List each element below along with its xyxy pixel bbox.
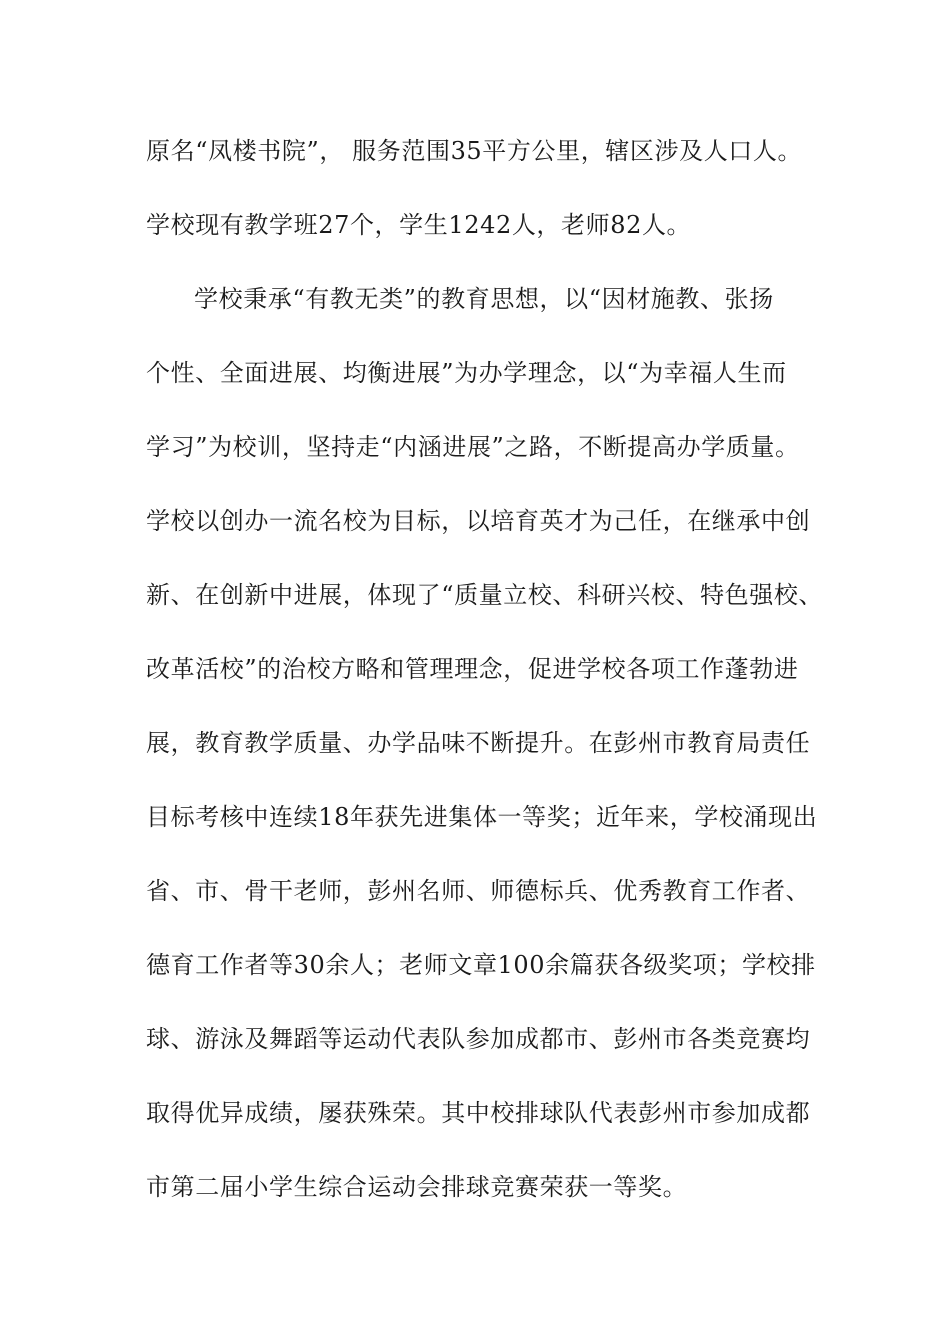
text-line-12: 德育工作者等30余人；老师文章100余篇获各级奖项；学校排 — [146, 951, 816, 979]
text-line-10: 目标考核中连续18年获先进集体一等奖；近年来，学校涌现出 — [146, 803, 818, 831]
text-line-14: 取得优异成绩，屡获殊荣。其中校排球队代表彭州市参加成都 — [146, 1099, 811, 1127]
paragraph-first-line: 学校秉承“有教无类”的教育思想，以“因材施教、张扬 — [194, 285, 774, 313]
text-line-4: 个性、全面进展、均衡进展”为办学理念，以“为幸福人生而 — [146, 359, 787, 387]
text-line-15: 市第二届小学生综合运动会排球竞赛荣获一等奖。 — [146, 1173, 688, 1201]
text-line-1: 原名“凤楼书院”， 服务范围35平方公里，辖区涉及人口人。 — [146, 137, 803, 165]
text-line-5: 学习”为校训，坚持走“内涵进展”之路，不断提高办学质量。 — [146, 433, 800, 461]
text-line-2: 学校现有教学班27个，学生1242人，老师82人。 — [146, 211, 692, 239]
text-line-9: 展，教育教学质量、办学品味不断提升。在彭州市教育局责任 — [146, 729, 811, 757]
text-line-11: 省、市、骨干老师，彭州名师、师德标兵、优秀教育工作者、 — [146, 877, 811, 905]
text-line-7: 新、在创新中进展，体现了“质量立校、科研兴校、特色强校、 — [146, 581, 824, 609]
text-line-13: 球、游泳及舞蹈等运动代表队参加成都市、彭州市各类竞赛均 — [146, 1025, 811, 1053]
text-line-8: 改革活校”的治校方略和管理理念，促进学校各项工作蓬勃进 — [146, 655, 799, 683]
text-line-6: 学校以创办一流名校为目标，以培育英才为己任，在继承中创 — [146, 507, 811, 535]
